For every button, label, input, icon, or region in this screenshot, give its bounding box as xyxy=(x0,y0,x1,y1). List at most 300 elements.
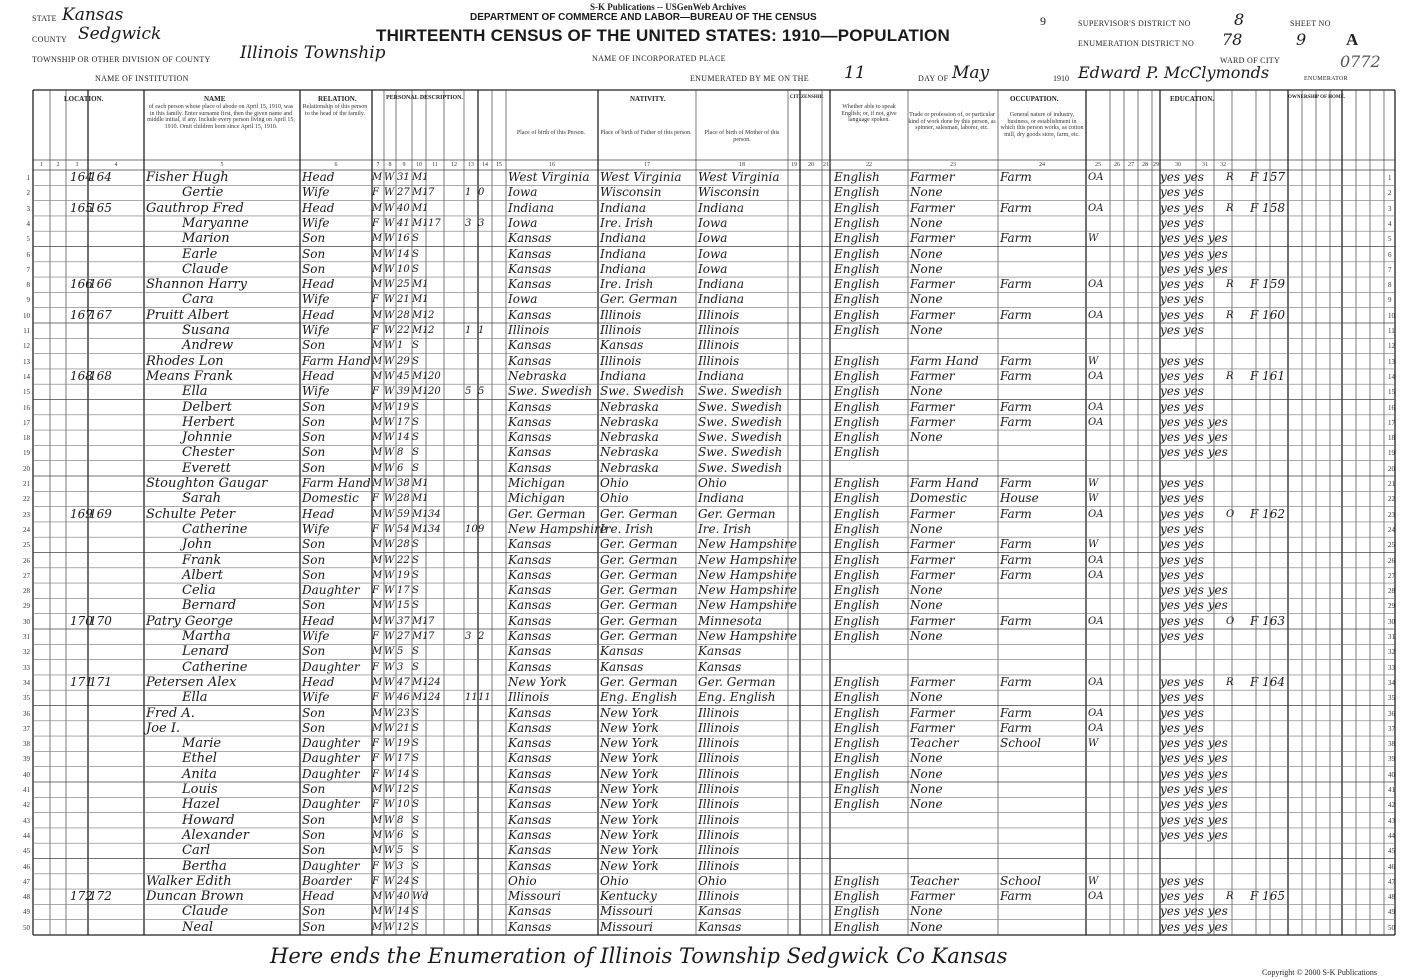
column-number: 2 xyxy=(56,162,60,168)
cell-mar: S xyxy=(412,646,419,658)
cell-liv: 2 xyxy=(478,631,485,642)
cell-farm: F 164 xyxy=(1250,674,1286,689)
cell-bf: Indiana xyxy=(600,368,647,383)
cell-race: W xyxy=(384,615,395,627)
cell-bm: New Hampshire xyxy=(698,552,797,567)
cell-race: W xyxy=(384,263,395,275)
cell-name: Cara xyxy=(182,292,214,308)
cell-edu: yes yes yes xyxy=(1160,827,1228,842)
cell-mar: M1 xyxy=(412,478,429,489)
cell-bf: Eng. English xyxy=(600,690,678,705)
cell-yrs: 20 xyxy=(428,370,441,382)
row-number: 20 xyxy=(23,464,30,473)
cell-edu: yes yes xyxy=(1160,873,1204,888)
cell-mar: M1 xyxy=(412,217,429,229)
township-value: Illinois Township xyxy=(240,43,386,63)
row-number: 22 xyxy=(1388,495,1395,504)
row-number: 36 xyxy=(23,709,30,718)
supervisor-value: 8 xyxy=(1234,10,1245,29)
sheet-value: 9 xyxy=(1296,30,1307,49)
cell-edu: yes yes yes xyxy=(1160,583,1228,598)
cell-rel: Head xyxy=(302,170,335,184)
cell-rel: Son xyxy=(302,919,326,934)
cell-trade: Farmer xyxy=(910,170,955,184)
cell-bf: Ger. German xyxy=(600,537,678,552)
row-number: 10 xyxy=(1388,311,1395,320)
column-number: 15 xyxy=(496,162,502,168)
column-number: 24 xyxy=(1039,162,1045,168)
cell-own: R xyxy=(1226,279,1234,291)
ward-label: WARD OF CITY xyxy=(1220,56,1281,65)
cell-age: 40 xyxy=(397,891,410,903)
cell-rel: Wife xyxy=(302,185,330,200)
cell-mar: S xyxy=(412,738,419,750)
cell-bm: New Hampshire xyxy=(698,583,797,598)
row-number: 43 xyxy=(23,816,30,825)
cell-trade: None xyxy=(910,766,943,781)
enumerator-label: ENUMERATOR xyxy=(1304,76,1348,82)
column-number: 1 xyxy=(40,162,43,168)
column-number: 27 xyxy=(1128,162,1134,168)
cell-name: Anita xyxy=(182,766,217,782)
cell-ind: Farm xyxy=(1000,170,1032,184)
relation-column-header: Relationship of this person to the head of the family. xyxy=(302,104,368,117)
cell-sex: F xyxy=(372,753,379,765)
cell-rel: Head xyxy=(302,613,335,628)
cell-trade: None xyxy=(910,782,943,796)
row-number: 26 xyxy=(23,556,30,565)
cell-edu: yes yes xyxy=(1160,629,1204,643)
cell-bp: Kansas xyxy=(508,827,552,842)
cell-bm: Illinois xyxy=(698,858,740,873)
cell-yrs: 20 xyxy=(428,386,441,398)
cell-race: W xyxy=(384,355,395,367)
cell-bp: Iowa xyxy=(508,185,538,200)
day-of-label: DAY OF xyxy=(918,74,949,83)
cell-name: Walker Edith xyxy=(146,873,232,889)
row-number: 6 xyxy=(1388,250,1392,259)
cell-dw: 169 xyxy=(70,506,93,521)
cell-name: Claude xyxy=(182,904,229,920)
cell-edu: yes yes xyxy=(1160,674,1204,689)
cell-name: Chester xyxy=(182,445,234,461)
cell-age: 29 xyxy=(397,355,410,367)
cell-mar: S xyxy=(412,753,419,765)
cell-bf: Illinois xyxy=(600,353,642,368)
cell-trade: Farmer xyxy=(910,552,955,567)
cell-race: W xyxy=(384,432,395,444)
cell-sex: M xyxy=(372,340,383,352)
cell-age: 25 xyxy=(397,279,410,291)
row-number: 23 xyxy=(23,510,30,519)
cell-bp: Kansas xyxy=(508,261,552,276)
cell-name: Louis xyxy=(182,782,218,797)
cell-liv: 1 xyxy=(478,325,485,336)
cell-bp: Michigan xyxy=(508,491,565,506)
cell-trade: Farmer xyxy=(910,889,955,904)
cell-lang: English xyxy=(834,323,880,337)
cell-bf: New York xyxy=(600,766,659,781)
cell-name: Martha xyxy=(182,629,231,644)
cell-bm: Indiana xyxy=(698,491,745,506)
cell-name: Everett xyxy=(182,460,231,476)
cell-race: W xyxy=(384,386,395,398)
cell-lang: English xyxy=(834,170,880,184)
cell-name: Rhodes Lon xyxy=(146,353,224,369)
cell-name: Patry George xyxy=(146,613,233,629)
column-number: 5 xyxy=(220,162,224,168)
institution-label: NAME OF INSTITUTION xyxy=(95,74,189,83)
cell-bf: Nebraska xyxy=(600,430,659,445)
cell-sex: M xyxy=(372,906,383,918)
cell-bm: Illinois xyxy=(698,827,740,842)
cell-mar: S xyxy=(412,447,419,459)
citizenship-group: CITIZENSHIP. xyxy=(790,95,824,100)
cell-name: John xyxy=(182,537,212,553)
cell-bp: Kansas xyxy=(508,231,552,246)
cell-age: 3 xyxy=(397,860,404,872)
column-number: 32 xyxy=(1220,162,1226,168)
cell-sex: M xyxy=(372,447,383,459)
cell-race: W xyxy=(384,784,395,795)
cell-mar: S xyxy=(412,401,419,413)
cell-lang: English xyxy=(834,552,880,567)
cell-farm: F 165 xyxy=(1250,889,1286,904)
cell-bf: Ger. German xyxy=(600,583,678,598)
cell-bm: Illinois xyxy=(698,889,740,904)
cell-bp: New Hampshire xyxy=(508,521,607,536)
cell-bm: Ohio xyxy=(698,476,727,490)
cell-name: Schulte Peter xyxy=(146,506,236,522)
row-number: 49 xyxy=(23,908,30,917)
column-number: 11 xyxy=(432,162,438,168)
cell-edu: yes yes xyxy=(1160,705,1204,720)
cell-rel: Wife xyxy=(302,384,330,399)
cell-race: W xyxy=(384,569,395,581)
cell-rel: Son xyxy=(302,338,326,353)
cell-bf: Nebraska xyxy=(600,460,659,475)
cell-bm: Kansas xyxy=(698,644,742,659)
cell-sex: M xyxy=(372,202,383,214)
cell-trade: None xyxy=(910,797,943,812)
cell-lang: English xyxy=(834,277,880,292)
cell-own: R xyxy=(1226,309,1234,321)
cell-own: R xyxy=(1226,202,1234,214)
cell-bf: Kansas xyxy=(600,659,644,674)
cell-edu: yes yes xyxy=(1160,506,1204,521)
cell-edu: yes yes xyxy=(1160,491,1204,506)
copyright: Copyright © 2000 S-K Publications xyxy=(1262,968,1377,977)
cell-own: O xyxy=(1226,508,1235,520)
cell-rel: Son xyxy=(302,598,326,613)
cell-age: 54 xyxy=(397,523,410,535)
cell-mar: S xyxy=(412,432,419,444)
cell-sex: M xyxy=(372,891,383,903)
cell-rel: Son xyxy=(302,904,326,919)
cell-sex: M xyxy=(372,478,383,489)
cell-bm: Illinois xyxy=(698,338,740,353)
cell-emp: W xyxy=(1088,478,1099,489)
row-number: 10 xyxy=(23,311,30,320)
cell-sex: F xyxy=(372,768,379,780)
cell-lang: English xyxy=(834,368,880,383)
cell-bf: Kansas xyxy=(600,338,644,353)
cell-sex: F xyxy=(372,585,379,597)
cell-born: 11 xyxy=(465,692,478,704)
cell-bf: Ire. Irish xyxy=(600,215,654,230)
cell-mar: M1 xyxy=(412,493,429,505)
row-number: 2 xyxy=(26,189,30,198)
cell-trade: Farmer xyxy=(910,277,955,292)
column-number: 12 xyxy=(451,162,457,168)
language-header: Whether able to speak English; or, if not, give language spoken. xyxy=(841,104,897,123)
cell-age: 10 xyxy=(397,263,410,275)
cell-age: 5 xyxy=(397,646,404,658)
cell-edu: yes yes xyxy=(1160,690,1204,705)
cell-bm: Illinois xyxy=(698,812,740,827)
supervisor-label: SUPERVISOR'S DISTRICT NO xyxy=(1078,19,1191,28)
column-number: 6 xyxy=(334,162,338,168)
cell-race: W xyxy=(384,768,395,780)
cell-edu: yes yes xyxy=(1160,537,1204,552)
department-title: DEPARTMENT OF COMMERCE AND LABOR—BUREAU OF THE CENSUS xyxy=(470,12,817,23)
cell-name: Celia xyxy=(182,583,216,599)
cell-bp: Iowa xyxy=(508,215,538,230)
row-number: 27 xyxy=(23,571,30,580)
cell-rel: Son xyxy=(302,246,326,261)
cell-fam: 165 xyxy=(89,200,112,215)
cell-bp: Kansas xyxy=(508,751,552,766)
cell-emp: OA xyxy=(1088,508,1104,520)
cell-lang: English xyxy=(834,705,880,720)
cell-mar: S xyxy=(412,768,419,780)
cell-trade: Teacher xyxy=(910,736,959,751)
cell-sex: F xyxy=(372,325,379,336)
cell-rel: Son xyxy=(302,720,326,735)
cell-trade: None xyxy=(910,904,943,919)
cell-lang: English xyxy=(834,889,880,904)
cell-bf: Swe. Swedish xyxy=(600,384,685,399)
cell-bp: Kansas xyxy=(508,567,552,582)
cell-age: 16 xyxy=(397,233,410,245)
row-number: 1 xyxy=(1388,174,1392,182)
township-label: TOWNSHIP OR OTHER DIVISION OF COUNTY xyxy=(32,55,211,64)
cell-age: 22 xyxy=(397,554,410,566)
cell-mar: M1 xyxy=(412,309,429,321)
cell-born: 1 xyxy=(465,325,472,336)
row-number: 44 xyxy=(1388,831,1395,840)
cell-rel: Head xyxy=(302,277,335,292)
column-number: 19 xyxy=(791,162,797,168)
cell-bf: New York xyxy=(600,782,659,796)
cell-ind: House xyxy=(1000,491,1039,506)
cell-sex: M xyxy=(372,279,383,291)
personal-group: PERSONAL DESCRIPTION. xyxy=(386,95,464,101)
cell-bm: Minnesota xyxy=(698,613,763,628)
cell-bm: West Virginia xyxy=(698,170,780,184)
cell-mar: S xyxy=(412,799,419,811)
row-number: 40 xyxy=(23,770,30,779)
row-number: 30 xyxy=(1388,617,1395,626)
cell-fam: 169 xyxy=(89,506,112,521)
cell-emp: OA xyxy=(1088,172,1104,183)
cell-bm: Ohio xyxy=(698,873,727,888)
cell-race: W xyxy=(384,187,395,199)
cell-sex: M xyxy=(372,248,383,260)
cell-edu: yes yes yes xyxy=(1160,751,1228,766)
cell-sex: F xyxy=(372,799,379,811)
cell-edu: yes yes xyxy=(1160,170,1204,184)
location-group: LOCATION. xyxy=(64,95,104,103)
row-number: 8 xyxy=(26,281,30,290)
cell-trade: Farmer xyxy=(910,720,955,735)
row-number: 12 xyxy=(1388,342,1395,351)
cell-bm: Swe. Swedish xyxy=(698,460,783,475)
cell-bf: Ger. German xyxy=(600,674,678,689)
cell-bp: Kansas xyxy=(508,797,552,812)
cell-mar: S xyxy=(412,661,419,673)
cell-ind: Farm xyxy=(1000,368,1032,383)
cell-age: 21 xyxy=(397,294,410,306)
cell-race: W xyxy=(384,600,395,612)
occupation-group: OCCUPATION. xyxy=(1010,95,1059,103)
cell-bp: Michigan xyxy=(508,476,565,490)
cell-sex: M xyxy=(372,172,383,183)
cell-sex: M xyxy=(372,233,383,245)
cell-name: Duncan Brown xyxy=(146,889,244,905)
cell-name: Hazel xyxy=(182,797,220,813)
row-number: 1 xyxy=(26,174,30,182)
column-number: 21 xyxy=(823,162,829,168)
cell-bm: Ger. German xyxy=(698,506,776,521)
cell-name: Gauthrop Fred xyxy=(146,200,244,216)
cell-ind: Farm xyxy=(1000,200,1032,215)
cell-race: W xyxy=(384,248,395,260)
cell-sex: M xyxy=(372,814,383,826)
cell-rel: Head xyxy=(302,200,335,215)
cell-emp: W xyxy=(1088,355,1099,367)
name-group: NAME xyxy=(204,95,226,103)
cell-bf: New York xyxy=(600,858,659,873)
cell-bp: Ger. German xyxy=(508,506,586,521)
cell-trade: Farmer xyxy=(910,674,955,689)
cell-edu: yes yes yes xyxy=(1160,812,1228,827)
cell-bm: Illinois xyxy=(698,782,740,796)
sheet-letter: A xyxy=(1346,30,1359,49)
industry-header: General nature of industry, business, or establishment in which this person works, as cotton mill, dry goods store, farm, etc. xyxy=(1000,112,1084,138)
cell-name: Johnnie xyxy=(182,430,233,446)
cell-lang: English xyxy=(834,690,880,705)
cell-sex: M xyxy=(372,508,383,520)
cell-born: 5 xyxy=(465,386,472,398)
cell-ind: School xyxy=(1000,873,1041,888)
cell-bf: Nebraska xyxy=(600,445,659,460)
cell-age: 46 xyxy=(397,692,410,704)
row-number: 35 xyxy=(23,694,30,703)
cell-mar: M1 xyxy=(412,325,429,336)
cell-edu: yes yes yes xyxy=(1160,904,1228,919)
cell-mar: S xyxy=(412,784,419,795)
cell-sex: M xyxy=(372,615,383,627)
cell-race: W xyxy=(384,845,395,857)
cell-sex: F xyxy=(372,661,379,673)
cell-trade: None xyxy=(910,629,943,643)
cell-ind: Farm xyxy=(1000,613,1032,628)
row-number: 38 xyxy=(1388,740,1395,749)
cell-bp: Ohio xyxy=(508,873,537,888)
cell-name: Catherine xyxy=(182,521,248,537)
cell-bm: Swe. Swedish xyxy=(698,384,783,399)
cell-race: W xyxy=(384,401,395,413)
cell-bp: Kansas xyxy=(508,598,552,613)
row-number: 4 xyxy=(1388,219,1392,228)
row-number: 42 xyxy=(23,801,30,810)
cell-liv: 0 xyxy=(478,187,485,199)
cell-race: W xyxy=(384,217,395,229)
row-number: 14 xyxy=(23,372,30,381)
cell-mar: S xyxy=(412,248,419,260)
cell-bm: Swe. Swedish xyxy=(698,399,783,414)
cell-edu: yes yes xyxy=(1160,889,1204,904)
cell-ind: Farm xyxy=(1000,567,1032,582)
cell-sex: M xyxy=(372,784,383,795)
row-number: 3 xyxy=(1388,204,1392,213)
cell-yrs: 24 xyxy=(428,676,441,688)
cell-bp: Nebraska xyxy=(508,368,567,383)
cell-trade: Farmer xyxy=(910,567,955,582)
cell-emp: OA xyxy=(1088,279,1104,291)
cell-rel: Boarder xyxy=(302,873,352,888)
cell-rel: Wife xyxy=(302,690,330,705)
row-number: 45 xyxy=(23,847,30,856)
cell-edu: yes yes xyxy=(1160,323,1204,337)
cell-sex: F xyxy=(372,294,379,306)
row-number: 13 xyxy=(23,357,30,366)
cell-bm: Illinois xyxy=(698,766,740,781)
cell-sex: F xyxy=(372,875,379,887)
cell-name: Sarah xyxy=(182,491,221,507)
cell-fam: 167 xyxy=(89,307,112,322)
cell-mar: S xyxy=(412,600,419,612)
cell-race: W xyxy=(384,661,395,673)
row-number: 5 xyxy=(1388,235,1392,244)
cell-mar: M1 xyxy=(412,172,429,183)
cell-edu: yes yes yes xyxy=(1160,231,1228,246)
cell-bp: New York xyxy=(508,674,567,689)
cell-age: 40 xyxy=(397,202,410,214)
row-number: 21 xyxy=(1388,480,1395,488)
cell-bf: New York xyxy=(600,812,659,827)
cell-bm: Swe. Swedish xyxy=(698,430,783,445)
cell-mar: M1 xyxy=(412,615,429,627)
cell-sex: M xyxy=(372,370,383,382)
cell-bp: Kansas xyxy=(508,659,552,674)
cell-edu: yes yes xyxy=(1160,399,1204,414)
cell-dw: 167 xyxy=(70,307,93,322)
cell-liv: 3 xyxy=(478,217,485,229)
cell-trade: None xyxy=(910,919,943,934)
row-number: 50 xyxy=(1388,923,1395,932)
cell-sex: M xyxy=(372,829,383,841)
cell-rel: Daughter xyxy=(302,797,360,812)
birthplace-self-header: Place of birth of this Person. xyxy=(516,130,586,136)
cell-race: W xyxy=(384,554,395,566)
row-number: 25 xyxy=(1388,541,1395,550)
row-number: 11 xyxy=(1388,327,1395,335)
cell-bf: New York xyxy=(600,720,659,735)
cell-name: Stoughton Gaugar xyxy=(146,476,268,491)
cell-name: Bertha xyxy=(182,858,227,874)
